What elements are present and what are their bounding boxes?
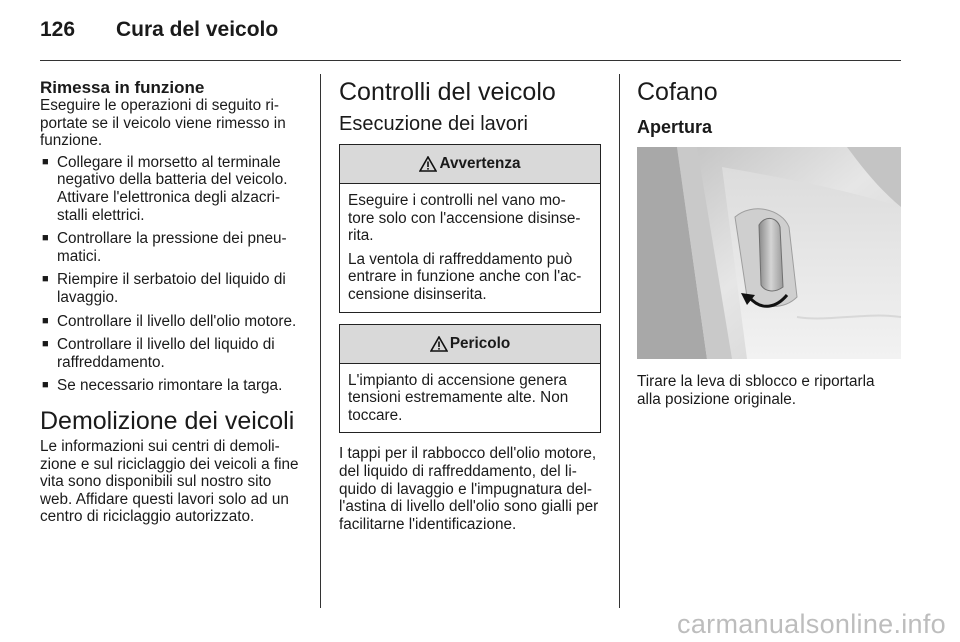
warning-paragraph: La ventola di raffreddamento può entrare in funzione anche con l'ac-censione disinserita. [348,250,582,303]
hood-caption: Tirare la leva di sblocco e riportarla alla posizione originale. [637,373,875,408]
section-heading-scrapping: Demolizione dei veicoli [40,406,295,435]
bullet-symbol: ■ [42,273,49,286]
danger-label: Pericolo [449,334,511,352]
list-item: ■ Riempire il serbatoio del liquido di lavaggio. [42,271,286,306]
list-item: ■ Collegare il morsetto al terminale negativo della batteria del veicolo. Attivare l'elettronica degli alzacri-stalli elettrici. [42,153,288,224]
page-header [40,18,278,42]
list-item: ■ Controllare il livello del liquido di raffreddamento. [42,336,275,371]
section-heading-recommissioning: Rimessa in funzione [40,78,205,97]
list-item: ■ Controllare il livello dell'olio motore. [42,312,297,330]
list-item: ■ Se necessario rimontare la targa. [42,377,283,395]
page-number: 126 [40,18,76,41]
warning-triangle-icon [430,336,448,352]
warning-triangle-icon [419,156,437,172]
bullet-symbol: ■ [42,379,49,392]
warning-label: Avvertenza [439,155,521,172]
scrapping-body: Le informazioni sui centri di demoli-zione e sul riciclaggio dei veicoli a fine vita sono disponibili sul nostro sito web. Affidare questi lavori solo ad un centro di riciclaggio autorizzato. [40,437,299,526]
danger-box [339,324,601,434]
section-heading-vehicle-checks: Controlli del veicolo [339,78,556,106]
filler-caps-body: I tappi per il rabbocco dell'olio motore, del liquido di raffreddamento, del li-quido di lavaggio e l'impugnatura del-l'astina di livello dell'olio sono gialli per facilitarne l'identificazione. [339,445,599,533]
column-divider-1 [320,74,321,608]
warning-paragraph: Eseguire i controlli nel vano mo-tore solo con l'accensione disinse-rita. [348,192,581,245]
warning-box [339,144,601,313]
warning-body [340,184,600,312]
list-item: ■ Controllare la pressione dei pneu-matici. [42,230,287,265]
subheading-performing-work: Esecuzione dei lavori [339,113,528,135]
danger-body [340,364,600,433]
recommissioning-intro: Eseguire le operazioni di seguito ri-portate se il veicolo viene rimesso in funzione. [40,97,286,150]
section-heading-hood: Cofano [637,78,718,106]
column-left [40,74,302,526]
warning-header [340,145,600,184]
bullet-symbol: ■ [42,232,49,245]
recommissioning-list [40,154,302,395]
hood-release-photo [637,147,901,359]
danger-paragraph: L'impianto di accensione genera tensioni estremamente alte. Non toccare. [348,371,569,424]
column-right [637,74,901,408]
danger-header [340,325,600,364]
bullet-symbol: ■ [42,314,49,327]
chapter-title: Cura del veicolo [116,18,279,41]
bullet-symbol: ■ [42,155,49,168]
subheading-opening: Apertura [637,117,713,137]
column-divider-2 [619,74,620,608]
header-rule [40,60,901,61]
watermark: carmanualsonline.info [677,609,946,639]
bullet-symbol: ■ [42,338,49,351]
column-middle [339,74,601,533]
